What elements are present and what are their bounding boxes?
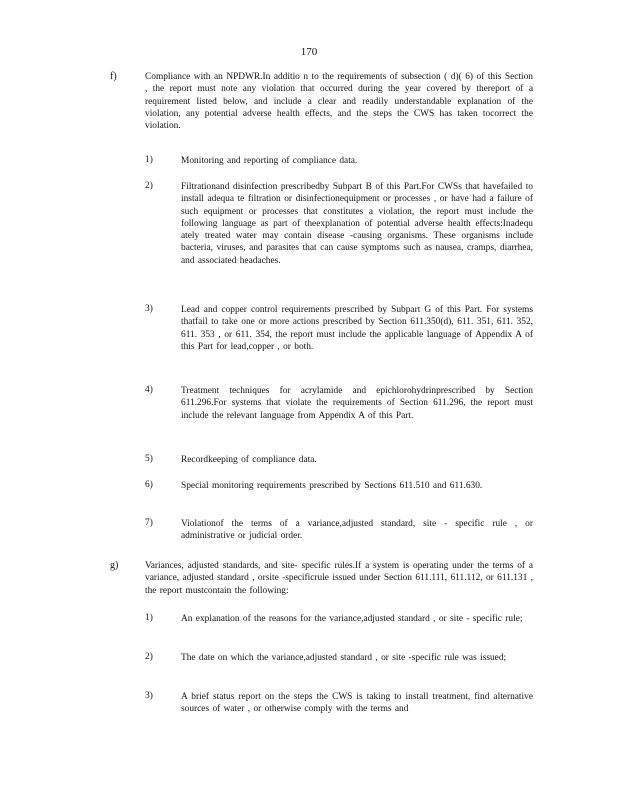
item-text: Treatment techniques for acrylamide and epichlorohydrinprescribed by Section 611.296.For systems that violate the requirements of Section 611.296, the report must include the relevant language from Appendix A of this Part. [181, 386, 533, 421]
item-text: Filtrationand disinfection prescribedby Subpart B of this Part.For CWSs that havefailed to install adequa te filtration or disinfectionequipment or processes , or have had a failure of such equipment or processes that constitutes a violation, the report must include the following language as part of theexplanation of potential adverse health effects:Inadequ ately treated water may contain disease -causing organisms. These organisms include bacteria, viruses, and parasites that can cause symptoms such as nausea, cramps, diarrhea, and associated headaches. [181, 182, 533, 266]
item-text: Violationof the terms of a variance,adjusted standard, site - specific rule , or administrative or judicial order. [181, 519, 533, 542]
section-text: Compliance with an NPDWR.In additio n to the requirements of subsection ( d)( 6) of this Section , the report must note any violation that occurred during the year covered by thereport of a requirement listed below, and include a clear and readily understandable explanation of the violation, any potential adverse health effects, and the steps the CWS has taken tocorrect the violation. [145, 72, 533, 132]
item-number: 6) [145, 480, 153, 490]
item-number: 2) [145, 652, 153, 662]
item-number: 4) [145, 385, 153, 395]
item-text: Monitoring and reporting of compliance data. [181, 156, 358, 166]
section-marker: f) [110, 71, 117, 82]
item-text: Recordkeeping of compliance data. [181, 455, 317, 465]
item-number: 1) [145, 613, 153, 623]
item-text: A brief status report on the steps the CWS is taking to install treatment, find alternative sources of water , or otherwise comply with the terms and [181, 692, 533, 715]
item-text: Special monitoring requirements prescribed by Sections 611.510 and 611.630. [181, 481, 483, 491]
item-text: An explanation of the reasons for the variance,adjusted standard , or site - specific rule; [181, 614, 523, 624]
page-number: 170 [300, 46, 318, 58]
item-text: Lead and copper control requirements prescribed by Subpart G of this Part. For systems thatfail to take one or more actions prescribed by Section 611.350(d), 611. 351, 611. 352, 611. 353 , or 611. 354, the report must include the applicable language of Appendix A of this Part for lead,copper , or both. [181, 305, 533, 352]
item-text: The date on which the variance,adjusted standard , or site -specific rule was issued; [181, 653, 507, 663]
item-number: 7) [145, 518, 153, 528]
item-number: 2) [145, 181, 153, 191]
section-text: Variances, adjusted standards, and site- specific rules.If a system is operating under the terms of a variance, adjusted standard , orsite -specificrule issued under Section 611.111, 611.112, or 611.131 , the report mustcontain the following: [145, 561, 533, 596]
item-number: 3) [145, 304, 153, 314]
item-number: 1) [145, 155, 153, 165]
section-marker: g) [110, 560, 119, 571]
item-number: 3) [145, 691, 153, 701]
item-number: 5) [145, 454, 153, 464]
